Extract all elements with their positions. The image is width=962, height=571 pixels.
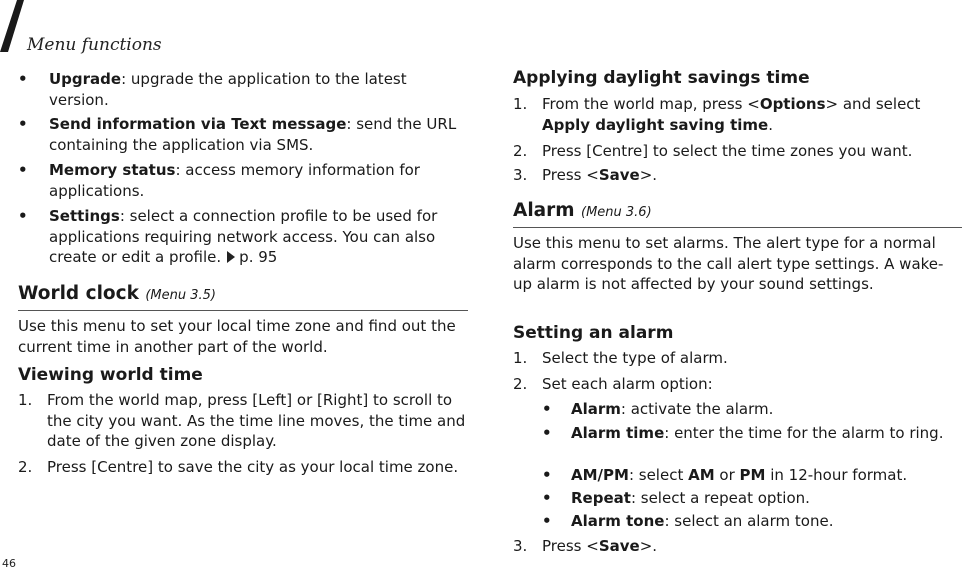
section-title-alarm: Alarm (Menu 3.6) [513,200,652,221]
bullet-upgrade: • Upgrade: upgrade the application to the latest version. [18,70,407,109]
subsection-title-dst: Applying daylight savings time [513,68,810,88]
dst-step-2: 2. Press [Centre] to select the time zones you want. [513,142,913,160]
dst-step-3: 3. Press <Save>. [513,166,658,184]
bullet-memory-status: • Memory status: access memory information for applications. [18,161,420,200]
subsection-title-setting-alarm: Setting an alarm [513,323,674,343]
alarm-option-alarm: • Alarm: activate the alarm. [542,400,774,418]
alarm-step-1: 1. Select the type of alarm. [513,349,728,367]
bullet-send-info: • Send information via Text message: send the URL containing the application via SMS. [18,115,457,154]
section-rule [18,310,468,311]
alarm-step-2: 2. Set each alarm option: [513,375,713,393]
alarm-step-3: 3. Press <Save>. [513,537,658,555]
running-header: Menu functions [27,35,162,55]
header-bar [0,0,25,52]
alarm-option-alarm-tone: • Alarm tone: select an alarm tone. [542,512,834,530]
alarm-intro: Use this menu to set alarms. The alert type for a normal alarm corresponds to the call alert type settings. A wake-up alarm is not affected by your sound settings. [513,234,944,293]
bullet-settings: • Settings: select a connection profile to be used for applications requiring network access. You can also create or edit a profile. p. 95 [18,207,438,266]
dst-step-1: 1. From the world map, press <Options> and select Apply daylight saving time. [513,95,921,134]
section-rule [513,227,962,228]
page-reference-arrow-icon [227,251,235,263]
page-number: 46 [2,557,16,570]
viewing-step-2: 2. Press [Centre] to save the city as your local time zone. [18,458,459,476]
section-title-world-clock: World clock (Menu 3.5) [18,283,217,304]
alarm-option-am-pm: • AM/PM: select AM or PM in 12-hour format. [542,466,908,484]
alarm-option-repeat: • Repeat: select a repeat option. [542,489,810,507]
subsection-title-viewing: Viewing world time [18,365,203,385]
page-reference[interactable]: p. 95 [239,248,278,266]
world-clock-intro: Use this menu to set your local time zone and find out the current time in another part of the world. [18,317,456,356]
viewing-step-1: 1. From the world map, press [Left] or [Right] to scroll to the city you want. As the time line moves, the time and date of the given zone display. [18,391,466,450]
alarm-option-alarm-time: • Alarm time: enter the time for the alarm to ring. [542,424,944,442]
